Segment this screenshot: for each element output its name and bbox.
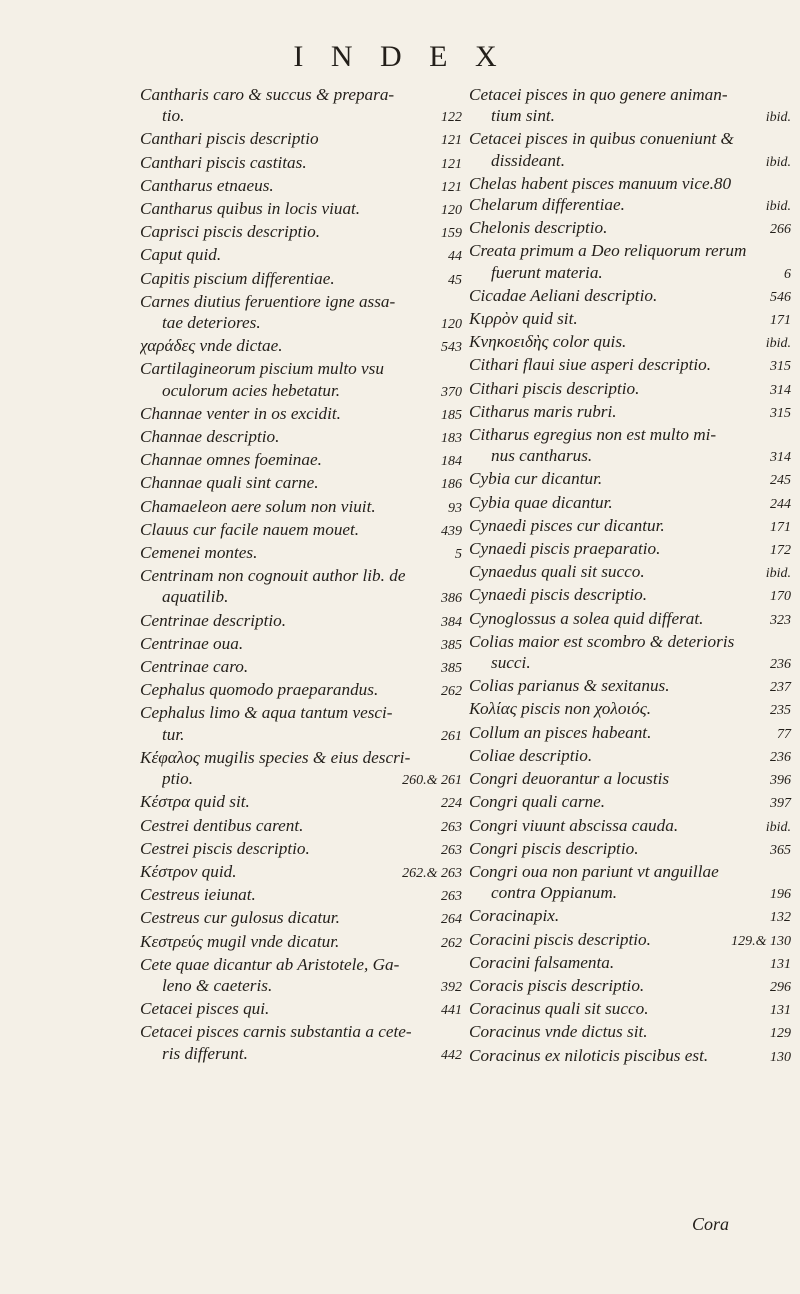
page-ref: 172 [770, 543, 791, 559]
index-entry [469, 675, 791, 698]
page-ref: 296 [770, 979, 791, 995]
entry-text: Congri deuorantur a locustis [469, 769, 670, 789]
index-entry [469, 861, 791, 905]
page-ref: 6 [784, 266, 791, 282]
page-ref: 263 [441, 819, 462, 835]
page-ref: 121 [441, 133, 462, 149]
page-ref: 120 [441, 317, 462, 333]
page-ref: 77 [777, 726, 791, 742]
entry-text: Cybia cur dicantur. [469, 469, 603, 489]
entry-text: Chelarum differentiae. [469, 195, 625, 215]
index-entry [140, 449, 462, 472]
entry-text: Collum an pisces habeant. [469, 722, 652, 742]
entry-text: ptio. [162, 769, 194, 789]
entry-text: ris differunt. [162, 1043, 248, 1063]
entry-text: Coliae descriptio. [469, 745, 593, 765]
entry-text: tio. [162, 106, 185, 126]
page-ref: 396 [770, 773, 791, 789]
page-ref: 121 [441, 156, 462, 172]
index-entry [140, 175, 462, 198]
page-ref: 397 [770, 796, 791, 812]
entry-text: Coracinapix. [469, 906, 560, 926]
page-ref: 543 [441, 340, 462, 356]
index-entry [469, 538, 791, 561]
entry-text: leno & caeteris. [162, 975, 273, 995]
page-ref: 385 [441, 637, 462, 653]
entry-text: Cemenei montes. [140, 543, 258, 563]
page-ref: 93 [448, 500, 462, 516]
index-entry [140, 128, 462, 151]
index-entry [140, 907, 462, 930]
index-entry [469, 1021, 791, 1044]
index-entry [140, 679, 462, 702]
page-ref: 386 [441, 591, 462, 607]
index-entry [469, 308, 791, 331]
entry-text: Cithari piscis descriptio. [469, 378, 640, 398]
index-entry [469, 998, 791, 1021]
page-title: I N D E X [293, 40, 507, 73]
index-entry [140, 931, 462, 954]
index-entry [469, 128, 791, 172]
index-entry [140, 815, 462, 838]
entry-text: Chelonis descriptio. [469, 218, 608, 238]
page-ref: 546 [770, 289, 791, 305]
entry-text: Coracini falsamenta. [469, 952, 615, 972]
entry-text: Coracis piscis descriptio. [469, 975, 645, 995]
entry-text: Cestrei dentibus carent. [140, 815, 304, 835]
index-entry [140, 519, 462, 542]
entry-text: contra Oppianum. [491, 883, 618, 903]
entry-text: Κέστρον quid. [140, 861, 237, 881]
page-ref: 441 [441, 1003, 462, 1019]
index-entry [469, 745, 791, 768]
entry-text: Congri quali carne. [469, 792, 606, 812]
page-ref: ibid. [765, 566, 791, 582]
index-entry [469, 173, 791, 194]
entry-text: Κέφαλος mugilis species & eius descri- [140, 747, 411, 767]
page-ref: 323 [770, 612, 791, 628]
index-entry [469, 194, 791, 217]
page-ref: ibid. [765, 110, 791, 126]
entry-text: tium sint. [491, 106, 555, 126]
page-ref: 384 [441, 614, 462, 630]
index-entry [140, 633, 462, 656]
entry-text: χαράδες vnde dictae. [140, 336, 283, 356]
index-entry [140, 335, 462, 358]
page-ref: 262 [441, 935, 462, 951]
entry-text: Capitis piscium differentiae. [140, 268, 335, 288]
page-ref: 315 [770, 359, 791, 375]
page-ref: 262.& 263 [402, 865, 462, 881]
entry-text: Cestrei piscis descriptio. [140, 838, 310, 858]
index-entry [140, 791, 462, 814]
entry-text: Cynaedi piscis praeparatio. [469, 539, 661, 559]
entry-text: Coracinus vnde dictus sit. [469, 1022, 648, 1042]
index-entry [140, 291, 462, 335]
page-ref: 171 [770, 519, 791, 535]
entry-text: Centrinae caro. [140, 657, 249, 677]
page-ref: 315 [770, 405, 791, 421]
page-ref: 385 [441, 661, 462, 677]
entry-text: fuerunt materia. [491, 262, 603, 282]
page-ref: ibid. [765, 336, 791, 352]
page-ref: 184 [441, 454, 462, 470]
entry-text: Cestreus cur gulosus dicatur. [140, 908, 340, 928]
entry-text: Cetacei pisces qui. [140, 999, 270, 1019]
index-entry [469, 354, 791, 377]
index-entry [140, 472, 462, 495]
entry-text: Clauus cur facile nauem mouet. [140, 519, 360, 539]
entry-text: Cartilagineorum piscium multo vsu [140, 359, 384, 379]
index-entry [469, 584, 791, 607]
entry-text: Κνηκοειδὴς color quis. [469, 332, 627, 352]
page-ref: 264 [441, 912, 462, 928]
page-ref: 186 [441, 477, 462, 493]
index-entry [469, 791, 791, 814]
entry-text: Coracinus quali sit succo. [469, 999, 649, 1019]
page-ref: 266 [770, 222, 791, 238]
entry-text: Chamaeleon aere solum non viuit. [140, 496, 376, 516]
entry-text: Cantharus etnaeus. [140, 175, 274, 195]
page-ref: 183 [441, 431, 462, 447]
page-ref: 5 [455, 547, 462, 563]
index-entry [140, 861, 462, 884]
page-ref: 365 [770, 842, 791, 858]
page-ref: 263 [441, 842, 462, 858]
page-ref: 236 [770, 749, 791, 765]
entry-text: Citharus egregius non est multo mi- [469, 425, 717, 445]
page-ref: 263 [441, 889, 462, 905]
entry-text: succi. [491, 653, 531, 673]
entry-text: Canthari piscis descriptio [140, 129, 319, 149]
index-entry [469, 631, 791, 675]
page-ref: 370 [441, 384, 462, 400]
page-ref: 129.& 130 [731, 933, 791, 949]
page-ref: 442 [441, 1047, 462, 1063]
page-ref: 122 [441, 110, 462, 126]
index-entry [469, 815, 791, 838]
index-entry [469, 217, 791, 240]
entry-text: Citharus maris rubri. [469, 401, 617, 421]
page-ref: 439 [441, 523, 462, 539]
entry-text: oculorum acies hebetatur. [162, 380, 341, 400]
index-entry [140, 565, 462, 609]
index-entry [140, 954, 462, 998]
index-entry [469, 698, 791, 721]
index-entry [469, 378, 791, 401]
page-ref: 185 [441, 407, 462, 423]
entry-text: Congri viuunt abscissa cauda. [469, 815, 679, 835]
entry-text: Channae omnes foeminae. [140, 450, 322, 470]
index-entry [469, 838, 791, 861]
entry-text: Colias maior est scombro & deterioris [469, 631, 735, 651]
page-ref: 261 [441, 728, 462, 744]
page-ref: 130 [770, 1049, 791, 1065]
index-entry [469, 975, 791, 998]
entry-text: Cynaedi piscis descriptio. [469, 585, 648, 605]
index-entry [140, 998, 462, 1021]
index-entry [140, 747, 462, 791]
entry-text: Cithari flaui siue asperi descriptio. [469, 355, 712, 375]
entry-text: Cetacei pisces in quo genere animan- [469, 85, 728, 104]
index-entry [140, 426, 462, 449]
index-entry [140, 152, 462, 175]
index-entry [140, 198, 462, 221]
entry-text: Coracinus ex niloticis piscibus est. [469, 1045, 709, 1065]
left-column [140, 84, 462, 1066]
entry-text: Cicadae Aeliani descriptio. [469, 285, 658, 305]
page-ref: 120 [441, 203, 462, 219]
index-entry [469, 285, 791, 308]
entry-text: dissideant. [491, 150, 566, 170]
index-entry [469, 561, 791, 584]
entry-text: nus cantharus. [491, 446, 593, 466]
page-ref: 236 [770, 657, 791, 673]
entry-text: Cephalus limo & aqua tantum vesci- [140, 703, 393, 723]
index-entry [140, 610, 462, 633]
entry-text: Canthari piscis castitas. [140, 152, 307, 172]
index-entry [469, 722, 791, 745]
index-entry [140, 268, 462, 291]
page-ref: 245 [770, 473, 791, 489]
index-entry [140, 884, 462, 907]
entry-text: Cete quae dicantur ab Aristotele, Ga- [140, 954, 400, 974]
entry-text: Cynaedi pisces cur dicantur. [469, 515, 665, 535]
entry-text: Channae quali sint carne. [140, 473, 319, 493]
page-ref: 129 [770, 1026, 791, 1042]
index-entry [469, 240, 791, 284]
index-entry [140, 1021, 462, 1065]
entry-text: Congri oua non pariunt vt anguillae [469, 861, 719, 881]
entry-text: Channae venter in os excidit. [140, 403, 341, 423]
index-entry [140, 838, 462, 861]
page-ref: 44 [448, 249, 462, 265]
catchword: Cora [692, 1214, 730, 1234]
entry-text: Caput quid. [140, 245, 222, 265]
index-entry [469, 608, 791, 631]
entry-text: Coracini piscis descriptio. [469, 929, 651, 949]
entry-text: Cetacei pisces in quibus conueniunt & [469, 129, 734, 149]
page-ref: ibid. [765, 154, 791, 170]
index-entry [469, 84, 791, 128]
page-ref: 235 [770, 703, 791, 719]
entry-text: Κιρρὸν quid sit. [469, 309, 578, 329]
entry-text: Colias parianus & sexitanus. [469, 676, 670, 696]
index-entry [140, 221, 462, 244]
entry-text: Centrinae descriptio. [140, 610, 287, 630]
index-entry [469, 929, 791, 952]
entry-text: Caprisci piscis descriptio. [140, 222, 320, 242]
right-column [469, 84, 791, 1068]
entry-text: Channae descriptio. [140, 427, 280, 447]
index-entry [140, 542, 462, 565]
entry-text: Κολίας piscis non χολοιός. [469, 699, 652, 719]
entry-text: Cynaedus quali sit succo. [469, 562, 645, 582]
page-ref: 171 [770, 313, 791, 329]
page-ref: 244 [770, 496, 791, 512]
index-entry [469, 515, 791, 538]
index-entry [140, 403, 462, 426]
page-ref: 132 [770, 910, 791, 926]
page-ref: 260.& 261 [402, 773, 462, 789]
index-entry [469, 401, 791, 424]
entry-text: tur. [162, 724, 185, 744]
entry-text: aquatilib. [162, 587, 229, 607]
entry-text: Cantharis caro & succus & prepara- [140, 85, 395, 104]
entry-text: Cestreus ieiunat. [140, 885, 256, 905]
entry-text: Creata primum a Deo reliquorum rerum [469, 241, 747, 261]
index-entry [469, 331, 791, 354]
page-ref: 237 [770, 680, 791, 696]
index-entry [469, 952, 791, 975]
entry-text: Cetacei pisces carnis substantia a cete- [140, 1022, 412, 1042]
page-ref: 224 [441, 796, 462, 812]
index-entry [140, 358, 462, 402]
page-ref: 170 [770, 589, 791, 605]
entry-text: Κεστρεύς mugil vnde dicatur. [140, 931, 340, 951]
entry-text: Cantharus quibus in locis viuat. [140, 199, 361, 219]
index-entry [469, 1045, 791, 1068]
index-entry [140, 656, 462, 679]
index-entry [469, 492, 791, 515]
index-entry [469, 768, 791, 791]
index-entry [469, 468, 791, 491]
entry-text: tae deteriores. [162, 313, 261, 333]
index-entry [469, 424, 791, 468]
index-entry [140, 702, 462, 746]
page-ref: 262 [441, 684, 462, 700]
entry-text: Centrinae oua. [140, 633, 244, 653]
page-ref: ibid. [765, 199, 791, 215]
entry-text: Cephalus quomodo praeparandus. [140, 680, 379, 700]
page-ref: 392 [441, 979, 462, 995]
entry-text: Chelas habent pisces manuum vice.80 [469, 173, 732, 193]
entry-text: Centrinam non cognouit author lib. de [140, 566, 406, 586]
page-ref: 314 [770, 382, 791, 398]
page-ref: ibid. [765, 819, 791, 835]
entry-text: Cybia quae dicantur. [469, 492, 613, 512]
entry-text: Cynoglossus a solea quid differat. [469, 608, 704, 628]
page-ref: 121 [441, 179, 462, 195]
page-ref: 159 [441, 226, 462, 242]
entry-text: Congri piscis descriptio. [469, 838, 639, 858]
index-entry [140, 84, 462, 128]
entry-text: Κέστρα quid sit. [140, 792, 250, 812]
page-ref: 131 [770, 1003, 791, 1019]
page-ref: 314 [770, 450, 791, 466]
index-entry [469, 905, 791, 928]
index-entry [140, 496, 462, 519]
page-ref: 131 [770, 956, 791, 972]
index-entry [140, 244, 462, 267]
page-ref: 45 [448, 272, 462, 288]
entry-text: Carnes diutius feruentiore igne assa- [140, 291, 396, 311]
page-ref: 196 [770, 887, 791, 903]
